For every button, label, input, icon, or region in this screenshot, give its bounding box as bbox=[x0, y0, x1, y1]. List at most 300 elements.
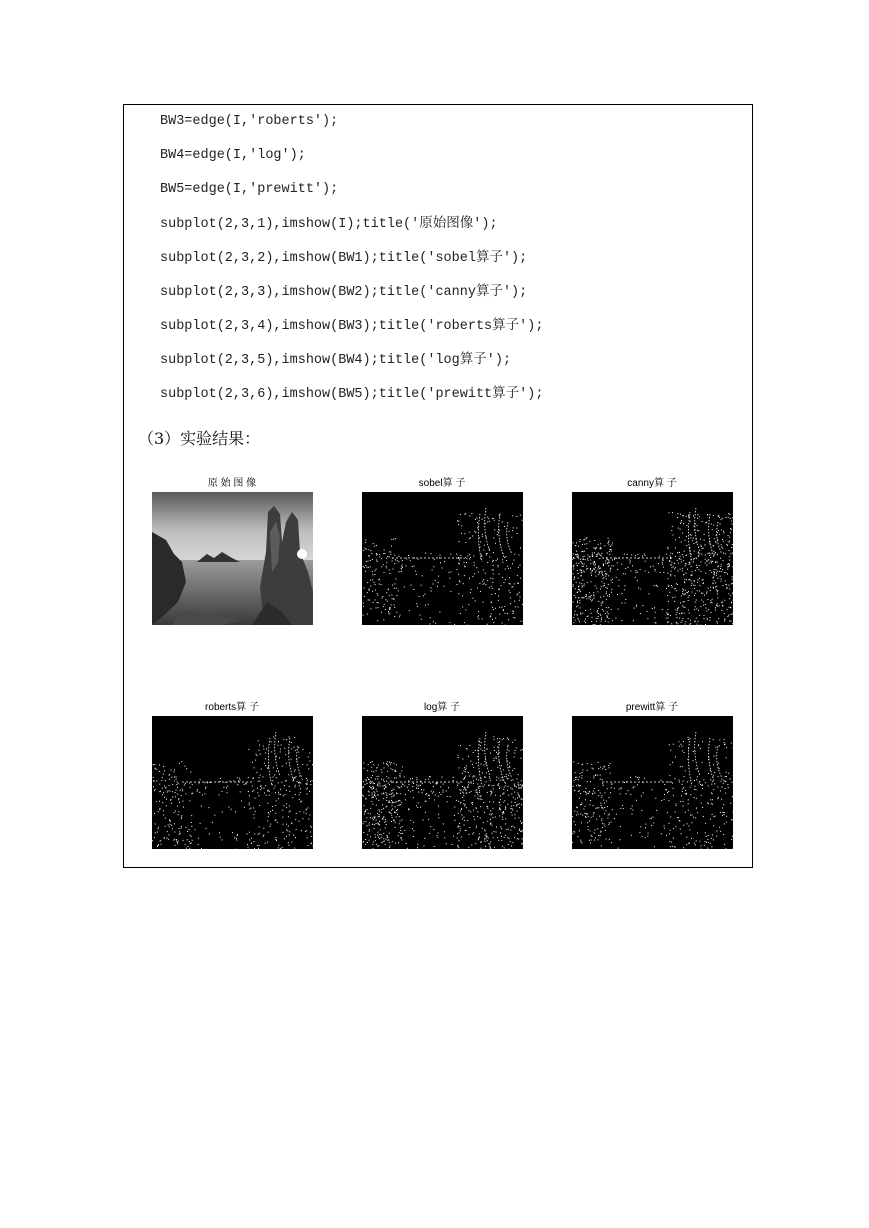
edge-pixel bbox=[521, 780, 522, 781]
edge-pixel bbox=[490, 849, 491, 850]
edge-pixel bbox=[504, 776, 505, 777]
edge-pixel bbox=[366, 799, 367, 800]
edge-pixel bbox=[726, 776, 727, 777]
edge-pixel bbox=[579, 600, 580, 601]
edge-pixel bbox=[312, 764, 313, 765]
edge-pixel bbox=[596, 570, 597, 571]
edge-pixel bbox=[253, 814, 254, 815]
edge-pixel bbox=[582, 559, 583, 560]
edge-pixel bbox=[496, 832, 497, 833]
edge-pixel bbox=[391, 815, 392, 816]
edge-pixel bbox=[682, 613, 683, 614]
edge-pixel bbox=[731, 602, 732, 603]
edge-pixel bbox=[490, 753, 491, 754]
edge-pixel bbox=[574, 614, 575, 615]
edge-pixel bbox=[258, 740, 259, 741]
edge-pixel bbox=[645, 571, 646, 572]
edge-pixel bbox=[704, 615, 705, 616]
edge-pixel bbox=[730, 553, 731, 554]
edge-pixel bbox=[586, 566, 587, 567]
edge-pixel bbox=[638, 779, 639, 780]
edge-pixel bbox=[188, 846, 189, 847]
edge-pixel bbox=[691, 822, 692, 823]
edge-pixel bbox=[298, 757, 299, 758]
edge-pixel bbox=[694, 609, 695, 610]
edge-pixel bbox=[595, 572, 596, 573]
edge-pixel bbox=[701, 600, 702, 601]
edge-pixel bbox=[723, 531, 724, 532]
edge-pixel bbox=[181, 826, 182, 827]
edge-pixel bbox=[502, 794, 503, 795]
edge-pixel bbox=[680, 523, 681, 524]
edge-pixel bbox=[479, 834, 480, 835]
edge-pixel bbox=[416, 805, 417, 806]
edge-pixel bbox=[263, 836, 264, 837]
edge-pixel bbox=[275, 813, 276, 814]
edge-pixel bbox=[473, 810, 474, 811]
edge-pixel bbox=[510, 603, 511, 604]
edge-pixel bbox=[620, 808, 621, 809]
edge-pixel bbox=[522, 799, 523, 800]
edge-pixel bbox=[516, 805, 517, 806]
edge-pixel bbox=[697, 590, 698, 591]
edge-pixel bbox=[379, 824, 380, 825]
edge-pixel bbox=[420, 781, 421, 782]
edge-pixel bbox=[392, 598, 393, 599]
edge-pixel bbox=[502, 562, 503, 563]
edge-pixel bbox=[724, 600, 725, 601]
edge-pixel bbox=[484, 838, 485, 839]
edge-pixel bbox=[518, 555, 519, 556]
edge-pixel bbox=[598, 807, 599, 808]
edge-pixel bbox=[454, 807, 455, 808]
edge-pixel bbox=[440, 786, 441, 787]
edge-pixel bbox=[696, 840, 697, 841]
edge-pixel bbox=[587, 763, 588, 764]
edge-pixel bbox=[609, 797, 610, 798]
edge-pixel bbox=[723, 560, 724, 561]
edge-pixel bbox=[383, 596, 384, 597]
edge-pixel bbox=[699, 591, 700, 592]
edge-pixel bbox=[514, 837, 515, 838]
edge-pixel bbox=[611, 549, 612, 550]
edge-pixel bbox=[673, 744, 674, 745]
edge-pixel bbox=[191, 836, 192, 837]
edge-pixel bbox=[614, 818, 615, 819]
edge-pixel bbox=[483, 822, 484, 823]
edge-pixel bbox=[696, 600, 697, 601]
edge-pixel bbox=[177, 787, 178, 788]
edge-pixel bbox=[257, 792, 258, 793]
edge-pixel bbox=[408, 555, 409, 556]
edge-pixel bbox=[206, 787, 207, 788]
edge-pixel bbox=[493, 560, 494, 561]
edge-pixel bbox=[505, 613, 506, 614]
edge-pixel bbox=[684, 601, 685, 602]
edge-pixel bbox=[694, 581, 695, 582]
edge-pixel bbox=[401, 571, 402, 572]
edge-pixel bbox=[268, 812, 269, 813]
edge-pixel bbox=[402, 565, 403, 566]
edge-pixel bbox=[594, 562, 595, 563]
edge-pixel bbox=[670, 615, 671, 616]
edge-pixel bbox=[479, 537, 480, 538]
edge-pixel bbox=[503, 610, 504, 611]
edge-pixel bbox=[372, 761, 373, 762]
edge-pixel bbox=[708, 609, 709, 610]
edge-pixel bbox=[501, 840, 502, 841]
edge-pixel bbox=[513, 617, 514, 618]
edge-pixel bbox=[307, 780, 308, 781]
edge-pixel bbox=[601, 586, 602, 587]
edge-pixel bbox=[263, 788, 264, 789]
edge-pixel bbox=[713, 545, 714, 546]
edge-pixel bbox=[696, 538, 697, 539]
edge-pixel bbox=[381, 809, 382, 810]
edge-pixel bbox=[397, 560, 398, 561]
edge-pixel bbox=[580, 773, 581, 774]
edge-pixel bbox=[383, 763, 384, 764]
edge-pixel bbox=[181, 795, 182, 796]
edge-pixel bbox=[465, 609, 466, 610]
edge-pixel bbox=[656, 585, 657, 586]
edge-pixel bbox=[493, 565, 494, 566]
edge-pixel bbox=[502, 623, 503, 624]
edge-pixel bbox=[267, 803, 268, 804]
edge-pixel bbox=[367, 783, 368, 784]
edge-pixel bbox=[582, 815, 583, 816]
edge-pixel bbox=[591, 575, 592, 576]
edge-pixel bbox=[389, 573, 390, 574]
edge-pixel bbox=[512, 530, 513, 531]
edge-pixel bbox=[483, 570, 484, 571]
edge-pixel bbox=[499, 788, 500, 789]
edge-pixel bbox=[597, 618, 598, 619]
edge-pixel bbox=[702, 741, 703, 742]
edge-pixel bbox=[472, 802, 473, 803]
edge-pixel bbox=[378, 823, 379, 824]
edge-pixel bbox=[391, 813, 392, 814]
edge-pixel bbox=[590, 843, 591, 844]
edge-pixel bbox=[513, 805, 514, 806]
edge-pixel bbox=[612, 560, 613, 561]
edge-pixel bbox=[587, 558, 588, 559]
edge-pixel bbox=[509, 590, 510, 591]
edge-pixel bbox=[365, 784, 366, 785]
edge-pixel bbox=[289, 791, 290, 792]
edge-pixel bbox=[493, 808, 494, 809]
edge-pixel bbox=[396, 812, 397, 813]
edge-pixel bbox=[713, 816, 714, 817]
edge-pixel bbox=[176, 841, 177, 842]
edge-pixel bbox=[593, 814, 594, 815]
edge-pixel bbox=[499, 589, 500, 590]
edge-pixel bbox=[307, 793, 308, 794]
edge-pixel bbox=[366, 567, 367, 568]
edge-pixel bbox=[367, 614, 368, 615]
edge-pixel bbox=[683, 601, 684, 602]
edge-pixel bbox=[517, 593, 518, 594]
edge-pixel bbox=[498, 742, 499, 743]
edge-pixel bbox=[385, 609, 386, 610]
edge-pixel bbox=[522, 784, 523, 785]
edge-pixel bbox=[184, 766, 185, 767]
edge-pixel bbox=[270, 824, 271, 825]
roberts-edge-image bbox=[152, 716, 313, 849]
edge-pixel bbox=[499, 530, 500, 531]
edge-pixel bbox=[654, 585, 655, 586]
edge-pixel bbox=[670, 764, 671, 765]
edge-pixel bbox=[482, 534, 483, 535]
edge-pixel bbox=[630, 794, 631, 795]
edge-pixel bbox=[507, 790, 508, 791]
edge-pixel bbox=[287, 830, 288, 831]
edge-pixel bbox=[662, 562, 663, 563]
edge-pixel bbox=[461, 809, 462, 810]
edge-pixel bbox=[423, 819, 424, 820]
edge-pixel bbox=[295, 794, 296, 795]
edge-pixel bbox=[714, 538, 715, 539]
edge-pixel bbox=[172, 797, 173, 798]
edge-pixel bbox=[689, 516, 690, 517]
edge-pixel bbox=[155, 768, 156, 769]
edge-pixel bbox=[598, 795, 599, 796]
edge-pixel bbox=[516, 778, 517, 779]
edge-pixel bbox=[295, 750, 296, 751]
edge-pixel bbox=[584, 813, 585, 814]
edge-pixel bbox=[582, 566, 583, 567]
edge-pixel bbox=[600, 547, 601, 548]
edge-pixel bbox=[372, 824, 373, 825]
edge-pixel bbox=[499, 574, 500, 575]
edge-pixel bbox=[506, 776, 507, 777]
edge-pixel bbox=[714, 569, 715, 570]
edge-pixel bbox=[578, 557, 579, 558]
edge-pixel bbox=[667, 573, 668, 574]
edge-pixel bbox=[371, 787, 372, 788]
edge-pixel bbox=[371, 777, 372, 778]
edge-pixel bbox=[711, 562, 712, 563]
edge-pixel bbox=[636, 606, 637, 607]
edge-pixel bbox=[281, 745, 282, 746]
edge-pixel bbox=[503, 802, 504, 803]
edge-pixel bbox=[472, 598, 473, 599]
edge-pixel bbox=[372, 571, 373, 572]
edge-pixel bbox=[478, 838, 479, 839]
edge-pixel bbox=[363, 841, 364, 842]
edge-pixel bbox=[189, 829, 190, 830]
edge-pixel bbox=[697, 582, 698, 583]
edge-pixel bbox=[579, 790, 580, 791]
edge-pixel bbox=[590, 563, 591, 564]
edge-pixel bbox=[577, 601, 578, 602]
edge-pixel bbox=[663, 572, 664, 573]
edge-pixel bbox=[478, 787, 479, 788]
edge-pixel bbox=[395, 579, 396, 580]
edge-pixel bbox=[289, 834, 290, 835]
edge-pixel bbox=[273, 736, 274, 737]
edge-pixel bbox=[466, 807, 467, 808]
edge-pixel bbox=[585, 799, 586, 800]
edge-pixel bbox=[595, 624, 596, 625]
edge-pixel bbox=[311, 827, 312, 828]
edge-pixel bbox=[608, 559, 609, 560]
edge-pixel bbox=[710, 543, 711, 544]
edge-pixel bbox=[247, 834, 248, 835]
edge-pixel bbox=[701, 785, 702, 786]
edge-pixel bbox=[669, 775, 670, 776]
edge-pixel bbox=[510, 830, 511, 831]
edge-pixel bbox=[512, 789, 513, 790]
edge-pixel bbox=[597, 610, 598, 611]
edge-pixel bbox=[438, 796, 439, 797]
edge-pixel bbox=[175, 845, 176, 846]
edge-pixel bbox=[259, 777, 260, 778]
edge-pixel bbox=[402, 833, 403, 834]
edge-pixel bbox=[590, 556, 591, 557]
edge-pixel bbox=[209, 782, 210, 783]
edge-pixel bbox=[423, 595, 424, 596]
edge-pixel bbox=[486, 833, 487, 834]
edge-pixel bbox=[465, 788, 466, 789]
edge-pixel bbox=[713, 825, 714, 826]
edge-pixel bbox=[172, 791, 173, 792]
edge-pixel bbox=[602, 602, 603, 603]
edge-pixel bbox=[612, 620, 613, 621]
edge-pixel bbox=[372, 775, 373, 776]
edge-pixel bbox=[463, 789, 464, 790]
edge-pixel bbox=[434, 799, 435, 800]
edge-pixel bbox=[309, 753, 310, 754]
edge-pixel bbox=[581, 551, 582, 552]
edge-pixel bbox=[460, 828, 461, 829]
edge-pixel bbox=[693, 817, 694, 818]
edge-pixel bbox=[706, 836, 707, 837]
edge-pixel bbox=[726, 584, 727, 585]
edge-pixel bbox=[594, 812, 595, 813]
edge-pixel bbox=[631, 570, 632, 571]
edge-pixel bbox=[509, 750, 510, 751]
edge-pixel bbox=[493, 788, 494, 789]
edge-pixel bbox=[379, 584, 380, 585]
edge-pixel bbox=[459, 823, 460, 824]
edge-pixel bbox=[394, 820, 395, 821]
edge-pixel bbox=[596, 621, 597, 622]
edge-pixel bbox=[249, 795, 250, 796]
edge-pixel bbox=[483, 765, 484, 766]
edge-pixel bbox=[371, 782, 372, 783]
edge-pixel bbox=[732, 836, 733, 837]
edge-pixel bbox=[693, 751, 694, 752]
edge-pixel bbox=[394, 605, 395, 606]
edge-pixel bbox=[725, 553, 726, 554]
edge-pixel bbox=[513, 560, 514, 561]
edge-pixel bbox=[492, 569, 493, 570]
edge-pixel bbox=[718, 797, 719, 798]
edge-pixel bbox=[378, 800, 379, 801]
edge-pixel bbox=[520, 831, 521, 832]
edge-pixel bbox=[384, 553, 385, 554]
edge-pixel bbox=[252, 762, 253, 763]
edge-pixel bbox=[479, 792, 480, 793]
edge-pixel bbox=[174, 832, 175, 833]
edge-pixel bbox=[686, 545, 687, 546]
edge-pixel bbox=[390, 764, 391, 765]
edge-pixel bbox=[677, 552, 678, 553]
edge-pixel bbox=[395, 822, 396, 823]
edge-pixel bbox=[728, 513, 729, 514]
edge-pixel bbox=[698, 621, 699, 622]
edge-pixel bbox=[450, 591, 451, 592]
edge-pixel bbox=[669, 744, 670, 745]
edge-pixel bbox=[505, 785, 506, 786]
edge-pixel bbox=[511, 802, 512, 803]
edge-pixel bbox=[469, 515, 470, 516]
edge-pixel bbox=[707, 514, 708, 515]
edge-pixel bbox=[201, 806, 202, 807]
edge-pixel bbox=[712, 814, 713, 815]
edge-pixel bbox=[389, 551, 390, 552]
edge-pixel bbox=[578, 578, 579, 579]
edge-pixel bbox=[305, 783, 306, 784]
edge-pixel bbox=[165, 818, 166, 819]
edge-pixel bbox=[731, 839, 732, 840]
edge-pixel bbox=[672, 597, 673, 598]
edge-pixel bbox=[444, 837, 445, 838]
edge-pixel bbox=[662, 564, 663, 565]
edge-pixel bbox=[465, 771, 466, 772]
edge-pixel bbox=[577, 565, 578, 566]
edge-pixel bbox=[623, 573, 624, 574]
edge-pixel bbox=[311, 836, 312, 837]
edge-pixel bbox=[582, 764, 583, 765]
edge-pixel bbox=[723, 541, 724, 542]
edge-pixel bbox=[261, 769, 262, 770]
edge-pixel bbox=[476, 779, 477, 780]
edge-pixel bbox=[597, 554, 598, 555]
edge-pixel bbox=[490, 780, 491, 781]
edge-pixel bbox=[289, 811, 290, 812]
edge-pixel bbox=[518, 817, 519, 818]
edge-pixel bbox=[689, 547, 690, 548]
edge-pixel bbox=[494, 747, 495, 748]
edge-pixel bbox=[480, 541, 481, 542]
edge-pixel bbox=[581, 570, 582, 571]
edge-pixel bbox=[249, 832, 250, 833]
edge-pixel bbox=[512, 611, 513, 612]
edge-pixel bbox=[257, 788, 258, 789]
edge-pixel bbox=[164, 770, 165, 771]
edge-pixel bbox=[669, 841, 670, 842]
edge-pixel bbox=[656, 810, 657, 811]
edge-pixel bbox=[626, 793, 627, 794]
edge-pixel bbox=[728, 615, 729, 616]
edge-pixel bbox=[715, 747, 716, 748]
edge-pixel bbox=[199, 783, 200, 784]
edge-pixel bbox=[385, 828, 386, 829]
edge-pixel bbox=[582, 770, 583, 771]
edge-pixel bbox=[689, 829, 690, 830]
edge-pixel bbox=[630, 561, 631, 562]
edge-pixel bbox=[607, 806, 608, 807]
edge-pixel bbox=[182, 789, 183, 790]
edge-pixel bbox=[463, 793, 464, 794]
edge-pixel bbox=[488, 838, 489, 839]
edge-pixel bbox=[369, 840, 370, 841]
edge-pixel bbox=[717, 590, 718, 591]
edge-pixel bbox=[598, 574, 599, 575]
edge-pixel bbox=[454, 815, 455, 816]
